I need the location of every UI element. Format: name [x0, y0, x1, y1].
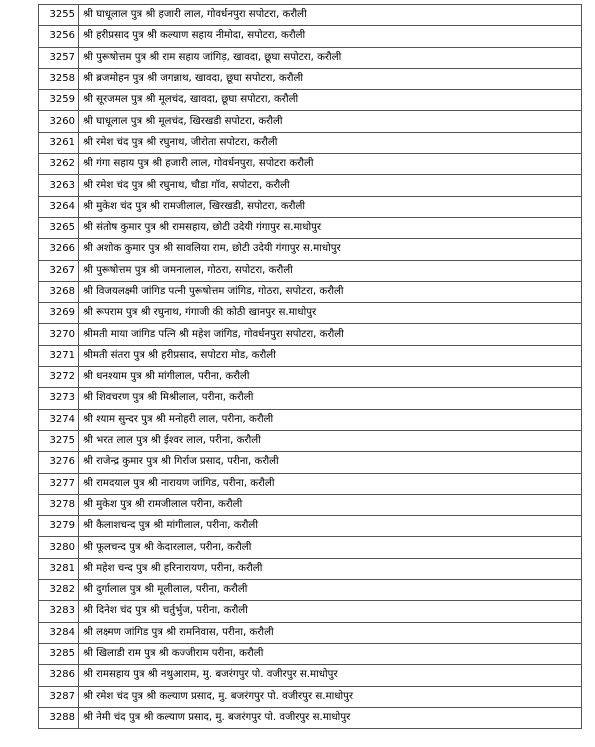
row-number: 3263 — [39, 175, 79, 196]
row-number: 3258 — [39, 68, 79, 89]
row-entry-text: श्री मुकेश चंद पुत्र श्री रामजीलाल, खिरखडी, सपोटरा, करौली — [79, 196, 582, 217]
row-entry-text: श्री घाधूलाल पुत्र श्री मूलचंद, खिरखडी सपोटरा, करौली — [79, 111, 582, 132]
table-row — [39, 516, 582, 537]
table-row — [39, 111, 582, 132]
row-entry-text: श्री रमेश चंद पुत्र श्री रघुनाथ, चौडा गॉव, सपोटरा, करौली — [79, 175, 582, 196]
row-number: 3271 — [39, 345, 79, 366]
table-row — [39, 5, 582, 26]
table-row — [39, 580, 582, 601]
row-number: 3286 — [39, 665, 79, 686]
row-number: 3261 — [39, 132, 79, 153]
table-row — [39, 558, 582, 579]
row-number: 3274 — [39, 409, 79, 430]
table-row — [39, 388, 582, 409]
row-number: 3287 — [39, 686, 79, 707]
table-row — [39, 707, 582, 728]
row-number: 3273 — [39, 388, 79, 409]
table-row — [39, 47, 582, 68]
row-entry-text: श्री विजयलक्ष्मी जांगिड पत्नी पुरूषोत्तम जांगिड, गोठरा, सपोटरा, करौली — [79, 281, 582, 302]
table-row — [39, 26, 582, 47]
row-entry-text: श्री भरत लाल पुत्र श्री ईश्वर लाल, परीना, करौली — [79, 430, 582, 451]
row-entry-text: श्री अशोक कुमार पुत्र श्री सावलिया राम, छोटी उदेयी गंगापुर स.माधोपुर — [79, 239, 582, 260]
row-number: 3281 — [39, 558, 79, 579]
table-row — [39, 260, 582, 281]
table-row — [39, 68, 582, 89]
row-entry-text: श्री रामसहाय पुत्र श्री नथुआराम, मु. बजरंगपुर पो. वजीरपुर स.माधोपुर — [79, 665, 582, 686]
row-number: 3268 — [39, 281, 79, 302]
row-entry-text: श्री हरीप्रसाद पुत्र श्री कल्याण सहाय नीमोदा, सपोटरा, करौली — [79, 26, 582, 47]
row-entry-text: श्री दुर्गालाल पुत्र श्री मूलीलाल, परीना, करौली — [79, 580, 582, 601]
row-entry-text: श्री खिलाडी राम पुत्र श्री कज्जीराम परीना, करौली — [79, 643, 582, 664]
row-entry-text: श्री फूलचन्द पुत्र श्री केदारलाल, परीना, करौली — [79, 537, 582, 558]
table-row — [39, 537, 582, 558]
row-number: 3269 — [39, 303, 79, 324]
row-number: 3280 — [39, 537, 79, 558]
row-entry-text: श्री ब्रजमोहन पुत्र श्री जगन्नाथ, खावदा, छूघा सपोटरा, करौली — [79, 68, 582, 89]
row-entry-text: श्री शिवचरण पुत्र श्री मिश्रीलाल, परीना, करौली — [79, 388, 582, 409]
row-number: 3278 — [39, 494, 79, 515]
table-row — [39, 239, 582, 260]
table-row — [39, 345, 582, 366]
table-row — [39, 217, 582, 238]
table-row — [39, 90, 582, 111]
row-number: 3266 — [39, 239, 79, 260]
row-number: 3265 — [39, 217, 79, 238]
row-entry-text: श्री दिनेश चंद पुत्र श्री चर्तुर्भुज, परीना, करौली — [79, 601, 582, 622]
table-row — [39, 324, 582, 345]
table-row — [39, 622, 582, 643]
row-number: 3257 — [39, 47, 79, 68]
row-entry-text: श्री रमेश चंद पुत्र श्री रघुनाथ, जीरोता सपोटरा, करौली — [79, 132, 582, 153]
row-number: 3283 — [39, 601, 79, 622]
row-number: 3256 — [39, 26, 79, 47]
row-entry-text: श्री लक्ष्मण जांगिड पुत्र श्री रामनिवास, परीना, करौली — [79, 622, 582, 643]
row-entry-text: श्री श्याम सुन्दर पुत्र श्री मनोहरी लाल, परीना, करौली — [79, 409, 582, 430]
row-entry-text: श्री गंगा सहाय पुत्र श्री हजारी लाल, गोवर्धनपुरा, सपोटरा करौली — [79, 154, 582, 175]
table-row — [39, 409, 582, 430]
row-number: 3267 — [39, 260, 79, 281]
row-number: 3272 — [39, 367, 79, 388]
row-entry-text: श्री पुरूषोत्तम पुत्र श्री राम सहाय जांगिड़, खावदा, छूघा सपोटरा, करौली — [79, 47, 582, 68]
row-number: 3285 — [39, 643, 79, 664]
row-number: 3277 — [39, 473, 79, 494]
row-entry-text: श्री संतोष कुमार पुत्र श्री रामसहाय, छोटी उदेयी गंगापुर स.माधोपुर — [79, 217, 582, 238]
row-entry-text: श्री राजेन्द्र कुमार पुत्र श्री गिर्राज प्रसाद, परीना, करौली — [79, 452, 582, 473]
row-entry-text: श्री मुकेश पुत्र श्री रामजीलाल परीना, करौली — [79, 494, 582, 515]
row-number: 3255 — [39, 5, 79, 26]
row-number: 3276 — [39, 452, 79, 473]
table-row — [39, 494, 582, 515]
table-row — [39, 132, 582, 153]
row-number: 3270 — [39, 324, 79, 345]
table-row — [39, 367, 582, 388]
table-row — [39, 473, 582, 494]
row-number: 3275 — [39, 430, 79, 451]
row-number: 3262 — [39, 154, 79, 175]
table-row — [39, 601, 582, 622]
table-row — [39, 175, 582, 196]
row-entry-text: श्री कैलाशचन्द पुत्र श्री मांगीलाल, परीना, करौली — [79, 516, 582, 537]
row-entry-text: श्री रूपराम पुत्र श्री रघुनाथ, गंगाजी की कोठी खानपुर स.माधोपुर — [79, 303, 582, 324]
member-list-body — [39, 5, 582, 729]
table-row — [39, 643, 582, 664]
row-number: 3259 — [39, 90, 79, 111]
member-list-table — [38, 4, 582, 729]
table-row — [39, 281, 582, 302]
row-number: 3288 — [39, 707, 79, 728]
table-row — [39, 686, 582, 707]
row-number: 3284 — [39, 622, 79, 643]
row-number: 3282 — [39, 580, 79, 601]
row-entry-text: श्री घाधूलाल पुत्र श्री हजारी लाल, गोवर्धनपुरा सपोटरा, करौली — [79, 5, 582, 26]
row-entry-text: श्री महेश चन्द पुत्र श्री हरिनारायण, परीना, करौली — [79, 558, 582, 579]
table-row — [39, 154, 582, 175]
row-entry-text: श्री रामदयाल पुत्र श्री नारायण जांगिड, परीना, करौली — [79, 473, 582, 494]
table-row — [39, 196, 582, 217]
row-entry-text: श्री रमेश चंद पुत्र श्री कल्याण प्रसाद, मु. बजरंगपुर पो. वजीरपुर स.माधोपुर — [79, 686, 582, 707]
table-row — [39, 303, 582, 324]
row-entry-text: श्री धनश्याम पुत्र श्री मांगीलाल, परीना, करौली — [79, 367, 582, 388]
table-row — [39, 452, 582, 473]
table-row — [39, 665, 582, 686]
row-entry-text: श्रीमती माया जांगिड पत्नि श्री महेश जांगिड, गोवर्धनपुरा सपोटरा, करौली — [79, 324, 582, 345]
row-entry-text: श्रीमती संतरा पुत्र श्री हरीप्रसाद, सपोटरा मोड, करौली — [79, 345, 582, 366]
row-entry-text: श्री सूरजमल पुत्र श्री मूलचंद, खावदा, छूघा सपोटरा, करौली — [79, 90, 582, 111]
row-number: 3264 — [39, 196, 79, 217]
row-entry-text: श्री नेमी चंद पुत्र श्री कल्याण प्रसाद, मु. बजरंगपुर पो. वजीरपुर स.माधोपुर — [79, 707, 582, 728]
row-entry-text: श्री पुरूषोत्तम पुत्र श्री जमनालाल, गोठरा, सपोटरा, करौली — [79, 260, 582, 281]
row-number: 3260 — [39, 111, 79, 132]
row-number: 3279 — [39, 516, 79, 537]
table-row — [39, 430, 582, 451]
